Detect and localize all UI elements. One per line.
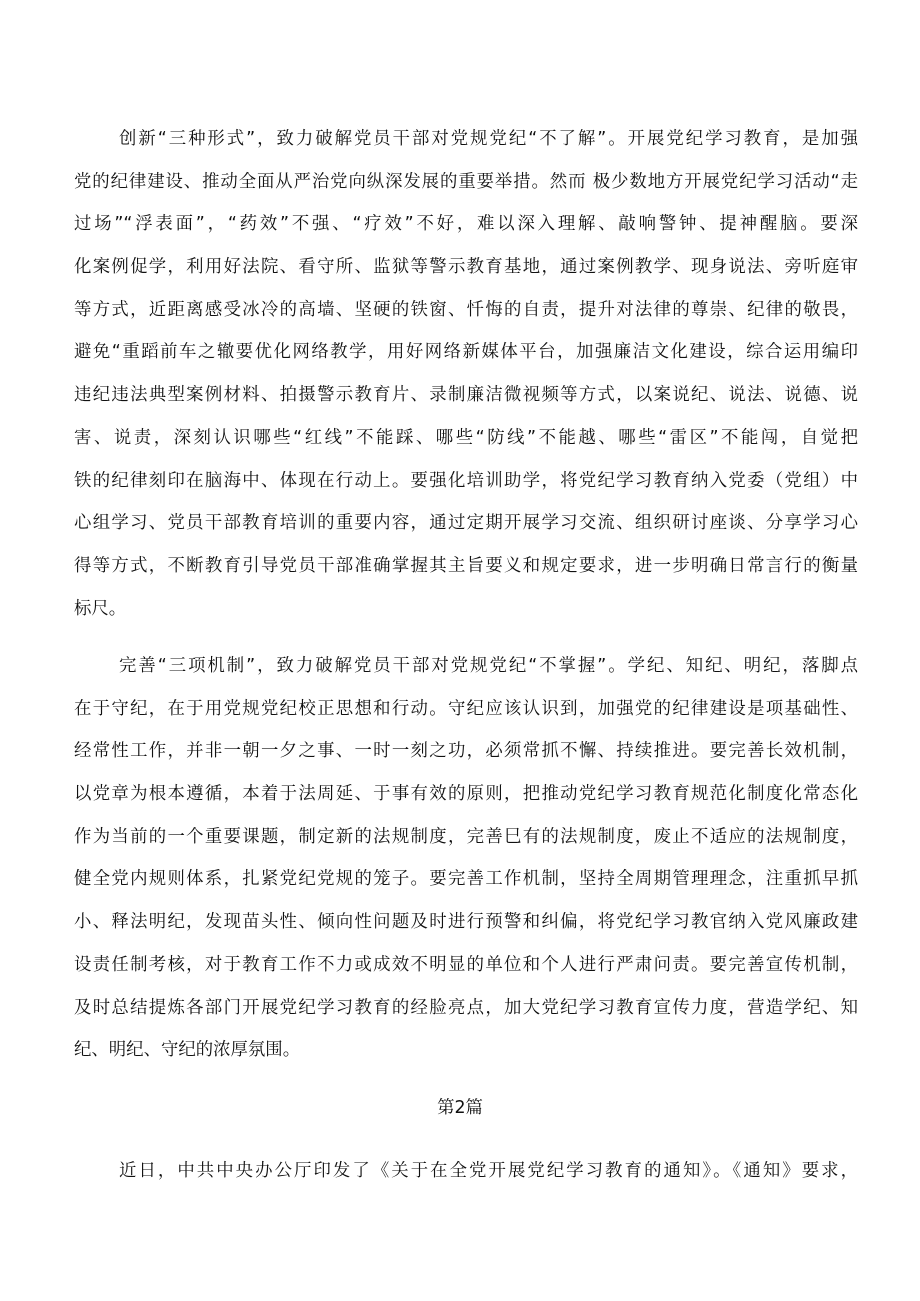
paragraph-1-line: 得等方式，不断教育引导党员干部准确掌握其主旨要义和规定要求，进一步明确日常言行的衡量 xyxy=(74,555,858,576)
paragraph-2-line: 设责任制考核，对于教育工作不力或成效不明显的单位和个人进行严肃问责。要完善宣传机制， xyxy=(74,954,858,975)
paragraph-2-line: 在于守纪，在于用党规党纪校正思想和行动。守纪应该认识到，加强党的纪律建设是项基础性、 xyxy=(74,698,858,719)
paragraph-1-line: 党的纪律建设、推动全面从严治党向纵深发展的重要举措。然而 极少数地方开展党纪学习活动“走 xyxy=(74,171,858,192)
paragraph-2-line: 完善“三项机制”，致力破解党员干部对党规党纪“不掌握”。学纪、知纪、明纪，落脚点 xyxy=(119,656,858,676)
section-heading: 第2篇 xyxy=(437,1098,483,1118)
paragraph-1 xyxy=(74,118,858,630)
paragraph-2-line: 及时总结提炼各部门开展党纪学习教育的经脸亮点，加大党纪学习教育宣传力度，营造学纪、知 xyxy=(74,997,858,1018)
paragraph-1-line: 过场”“浮表面”，“药效”不强、“疗效”不好，难以深入理解、敲响警钟、提神醒脑。要深 xyxy=(74,214,858,235)
paragraph-1-line: 害、说责，深刻认识哪些“红线”不能踩、哪些“防线”不能越、哪些“雷区”不能闯，自觉把 xyxy=(74,427,858,448)
paragraph-1-line: 创新“三种形式”，致力破解党员干部对党规党纪“不了解”。开展党纪学习教育，是加强 xyxy=(119,129,858,149)
paragraph-2-line: 纪、明纪、守纪的浓厚氛围。 xyxy=(74,1040,301,1061)
paragraph-1-line: 避免“重蹈前车之辙要优化网络教学，用好网络新媒体平台，加强廉洁文化建设，综合运用编印 xyxy=(74,342,858,363)
paragraph-1-line: 心组学习、党员干部教育培训的重要内容，通过定期开展学习交流、组织研讨座谈、分享学习心 xyxy=(74,513,858,534)
paragraph-2 xyxy=(74,645,858,1072)
paragraph-1-line: 标尺。 xyxy=(74,598,127,619)
paragraph-1-line: 等方式，近距离感受冰冷的高墙、坚硬的铁窗、忏悔的自责，提升对法律的尊崇、纪律的敬畏， xyxy=(74,299,858,320)
paragraph-2-line: 作为当前的一个重要课题，制定新的法规制度，完善巳有的法规制度，废止不适应的法规制度， xyxy=(74,826,858,847)
paragraph-2-line: 以党章为根本遵循，本着于法周延、于事有效的原则，把推动党纪学习教育规范化制度化常态化 xyxy=(74,784,858,805)
paragraph-2-line: 健全党内规则体系，扎紧党纪党规的笼子。要完善工作机制，坚持全周期管理理念，注重抓早抓 xyxy=(74,869,858,890)
paragraph-1-line: 违纪违法典型案例材料、拍摄警示教育片、录制廉洁微视频等方式，以案说纪、说法、说德、说 xyxy=(74,385,858,406)
paragraph-2-line: 经常性工作，并非一朝一夕之事、一时一刻之功，必须常抓不懈、持续推进。要完善长效机制， xyxy=(74,741,858,762)
paragraph-1-line: 铁的纪律刻印在脑海中、体现在行动上。要强化培训助学，将党纪学习教育纳入党委（党组）中 xyxy=(74,470,858,491)
paragraph-3 xyxy=(74,1150,858,1193)
paragraph-1-line: 化案例促学，利用好法院、看守所、监狱等警示教育基地，通过案例教学、现身说法、旁听庭审 xyxy=(74,257,858,278)
paragraph-2-line: 小、释法明纪，发现苗头性、倾向性问题及时进行预警和纠偏，将党纪学习教官纳入党风廉政建 xyxy=(74,912,858,933)
paragraph-3-line: 近日，中共中央办公厅印发了《关于在全党开展党纪学习教育的通知》。《通知》要求， xyxy=(119,1161,858,1181)
